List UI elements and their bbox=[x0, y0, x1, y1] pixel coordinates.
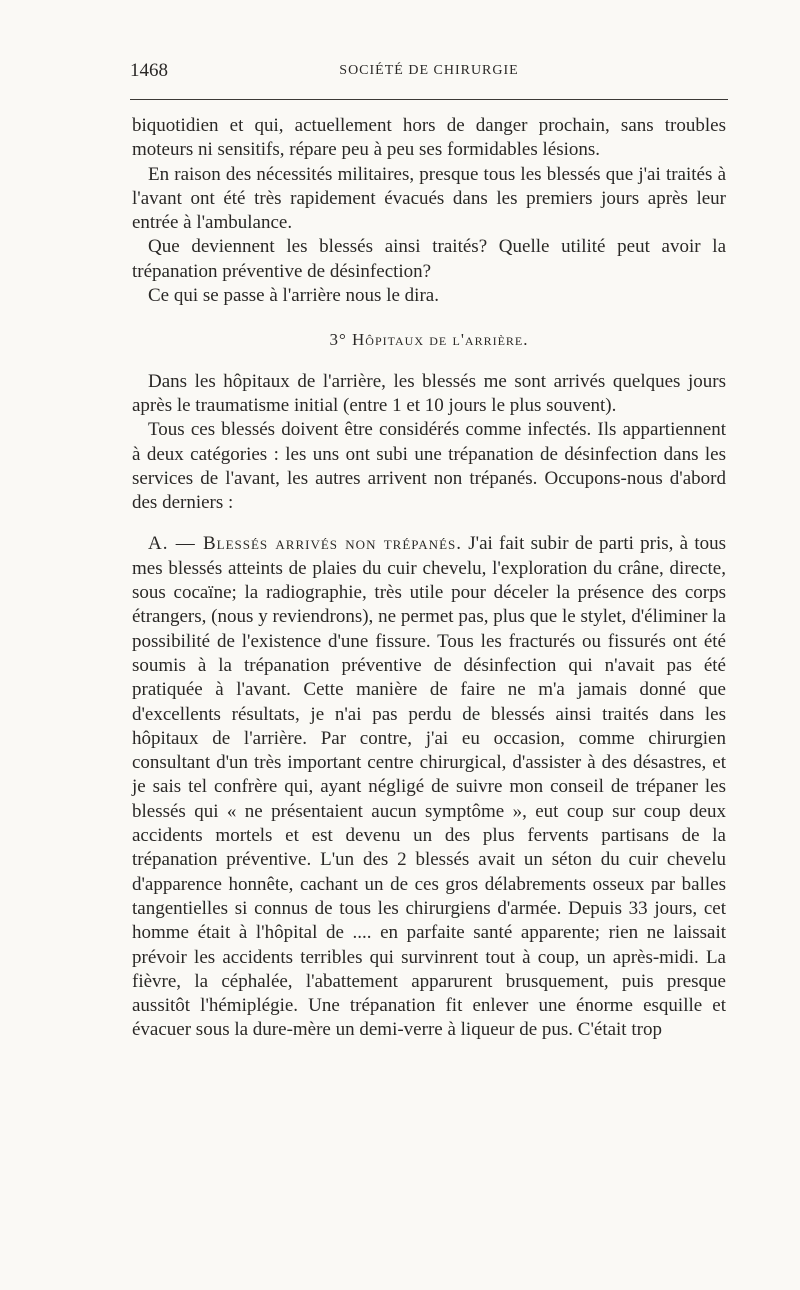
subsection-text: J'ai fait subir de parti pris, à tous mes blessés atteints de plaies du cuir chevelu, l'exploration du crâne, directe, sous cocaïne; la radiographie, très utile pour déceler la présence des corps étrangers, (nous y reviendrons), ne permet pas, plus que le stylet, d'éliminer la possibilité de l'existence d'une fissure. Tous les fracturés ou fissurés ont été soumis à la trépanation préventive de désinfection qui n'avait pas été pratiquée à l'avant. Cette manière de faire ne m'a jamais donné que d'excellents résultats, je n'ai pas perdu de blessés ainsi traités dans les hôpitaux de l'arrière. Par contre, j'ai eu occasion, comme chirurgien consultant d'un très important centre chirurgical, d'assister à des désastres, et je sais tel confrère qui, ayant négligé de suivre mon conseil de trépaner les blessés qui « ne présentaient aucun symptôme », eut coup sur coup deux accidents mortels et est devenu un des plus fervents partisans de la trépanation préventive. L'un des 2 blessés avait un séton du cuir chevelu d'apparence honnête, cachant un de ces gros délabrements osseux par balles tangentielles si connus de tous les chirurgiens d'armée. Depuis 33 jours, cet homme était à l'hôpital de .... en parfaite santé apparente; rien ne laissait prévoir les accidents terribles qui survinrent tout à coup, un après-midi. La fièvre, la céphalée, l'abattement apparurent brusquement, puis presque aussitôt l'hémiplégie. Une trépanation fit enlever une énorme esquille et évacuer sous la dure-mère un demi-verre à liqueur de pus. C'était trop bbox=[132, 533, 726, 1041]
section-heading: 3° Hôpitaux de l'arrière. bbox=[329, 330, 529, 350]
paragraph: Dans les hôpitaux de l'arrière, les blessés me sont arrivés quelques jours après le traumatisme initial (entre 1 et 10 jours le plus souvent). bbox=[132, 370, 726, 416]
page-header bbox=[130, 60, 728, 86]
paragraph: Que deviennent les blessés ainsi traités? Quelle utilité peut avoir la trépanation préventive de désinfection? bbox=[132, 236, 726, 282]
paragraph: biquotidien et qui, actuellement hors de danger prochain, sans troubles moteurs ni sensitifs, répare peu à peu ses formidables lésions. bbox=[132, 115, 726, 161]
body-text bbox=[132, 114, 726, 1043]
subsection-paragraph bbox=[132, 532, 726, 1042]
running-title: SOCIÉTÉ DE CHIRURGIE bbox=[339, 63, 519, 78]
spacer bbox=[132, 515, 726, 532]
subsection-heading: A. — Blessés arrivés non trépanés. bbox=[148, 533, 462, 555]
paragraph: Tous ces blessés doivent être considérés comme infectés. Ils appartiennent à deux catégories : les uns ont subi une trépanation de désinfection dans les services de l'avant, les autres arrivent non trépanés. Occupons-nous d'abord des derniers : bbox=[132, 419, 726, 514]
paragraph: En raison des nécessités militaires, presque tous les blessés que j'ai traités à l'avant ont été très rapidement évacués dans les premiers jours après leur entrée à l'ambulance. bbox=[132, 163, 726, 234]
page-number: 1468 bbox=[130, 60, 168, 81]
header-rule bbox=[130, 99, 728, 100]
paragraph: Ce qui se passe à l'arrière nous le dira. bbox=[148, 285, 439, 307]
